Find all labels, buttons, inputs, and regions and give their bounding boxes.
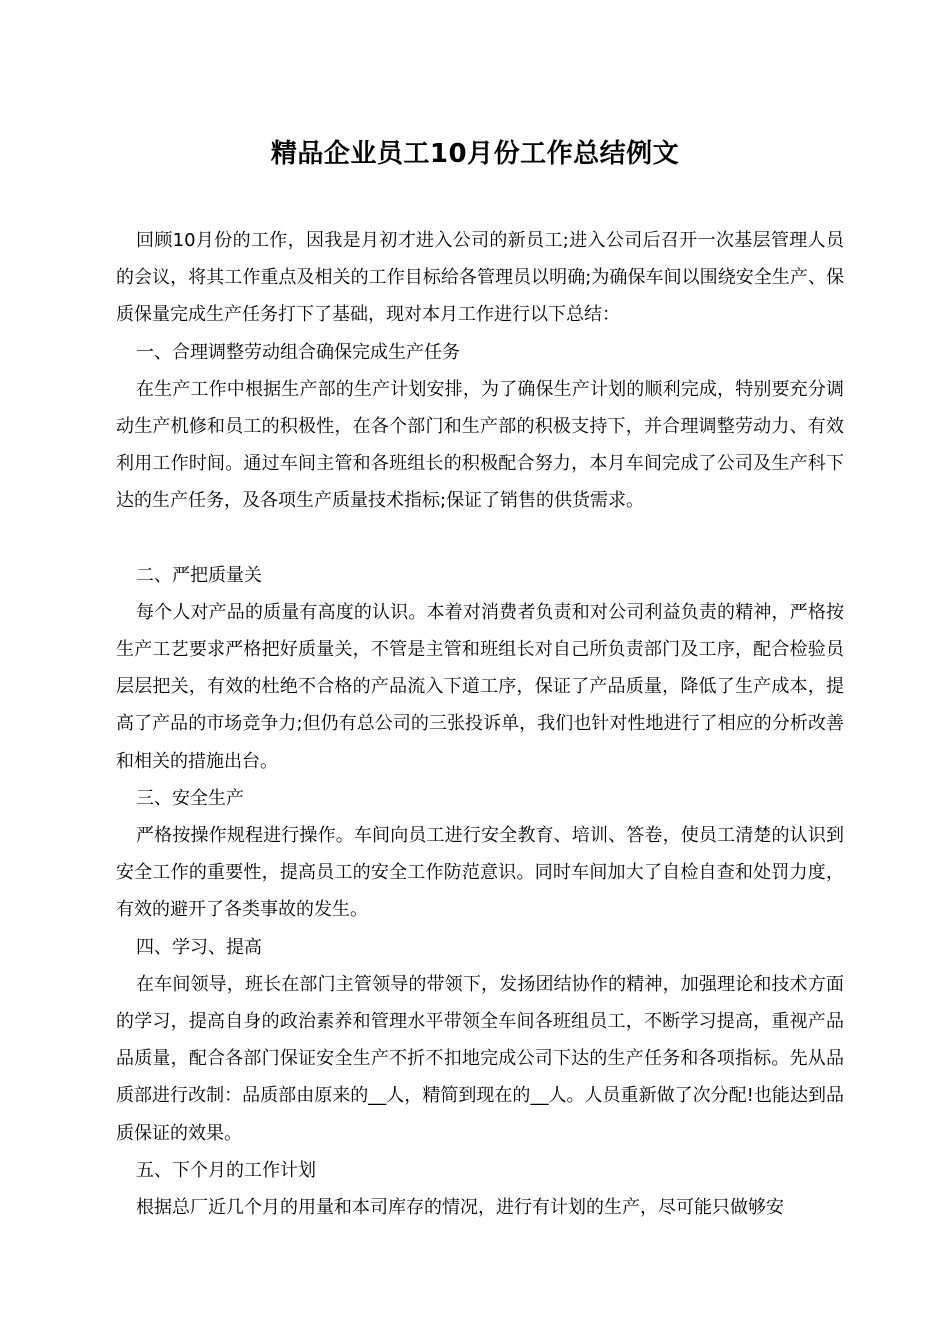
section-paragraph-4: 在车间领导，班长在部门主管领导的带领下，发扬团结协作的精神，加强理论和技术方面的学习，提高自身的政治素养和管理水平带领全车间各班组员工，不断学习提高，重视产品品质量，配合各部门保证安全生产不折不扣地完成公司下达的生产任务和各项指标。先从品质部进行改制：品质部由原来的__人，精简到现在的__人。人员重新做了次分配!也能达到品质保证的效果。 <box>116 973 844 1144</box>
document-body <box>116 222 844 1226</box>
section-heading-2: 二、严把质量关 <box>136 564 262 586</box>
section-heading-3: 三、安全生产 <box>136 787 244 809</box>
blank-line <box>116 520 844 557</box>
document-title: 精品企业员工10月份工作总结例文 <box>270 139 680 169</box>
section-paragraph-2: 每个人对产品的质量有高度的认识。本着对消费者负责和对公司利益负责的精神，严格按生产工艺要求严格把好质量关，不管是主管和班组长对自己所负责部门及工序，配合检验员层层把关，有效的杜绝不合格的产品流入下道工序，保证了产品质量，降低了生产成本，提高了产品的市场竞争力;但仍有总公司的三张投诉单，我们也针对性地进行了相应的分析改善和相关的措施出台。 <box>116 601 844 772</box>
section-paragraph-5: 根据总厂近几个月的用量和本司库存的情况，进行有计划的生产，尽可能只做够安 <box>136 1197 784 1219</box>
intro-paragraph: 回顾10月份的工作，因我是月初才进入公司的新员工;进入公司后召开一次基层管理人员的会议，将其工作重点及相关的工作目标给各管理员以明确;为确保车间以围绕安全生产、保质保量完成生产任务打下了基础，现对本月工作进行以下总结： <box>116 230 844 326</box>
section-paragraph-1: 在生产工作中根据生产部的生产计划安排，为了确保生产计划的顺利完成，特别要充分调动生产机修和员工的积极性，在各个部门和生产部的积极支持下，并合理调整劳动力、有效利用工作时间。通过车间主管和各班组长的积极配合努力，本月车间完成了公司及生产科下达的生产任务，及各项生产质量技术指标;保证了销售的供货需求。 <box>116 378 844 512</box>
section-paragraph-3: 严格按操作规程进行操作。车间向员工进行安全教育、培训、答卷，使员工清楚的认识到安全工作的重要性，提高员工的安全工作防范意识。同时车间加大了自检自查和处罚力度，有效的避开了各类事故的发生。 <box>116 825 844 921</box>
section-heading-5: 五、下个月的工作计划 <box>136 1159 316 1181</box>
section-heading-1: 一、合理调整劳动组合确保完成生产任务 <box>136 341 460 363</box>
section-heading-4: 四、学习、提高 <box>136 936 262 958</box>
